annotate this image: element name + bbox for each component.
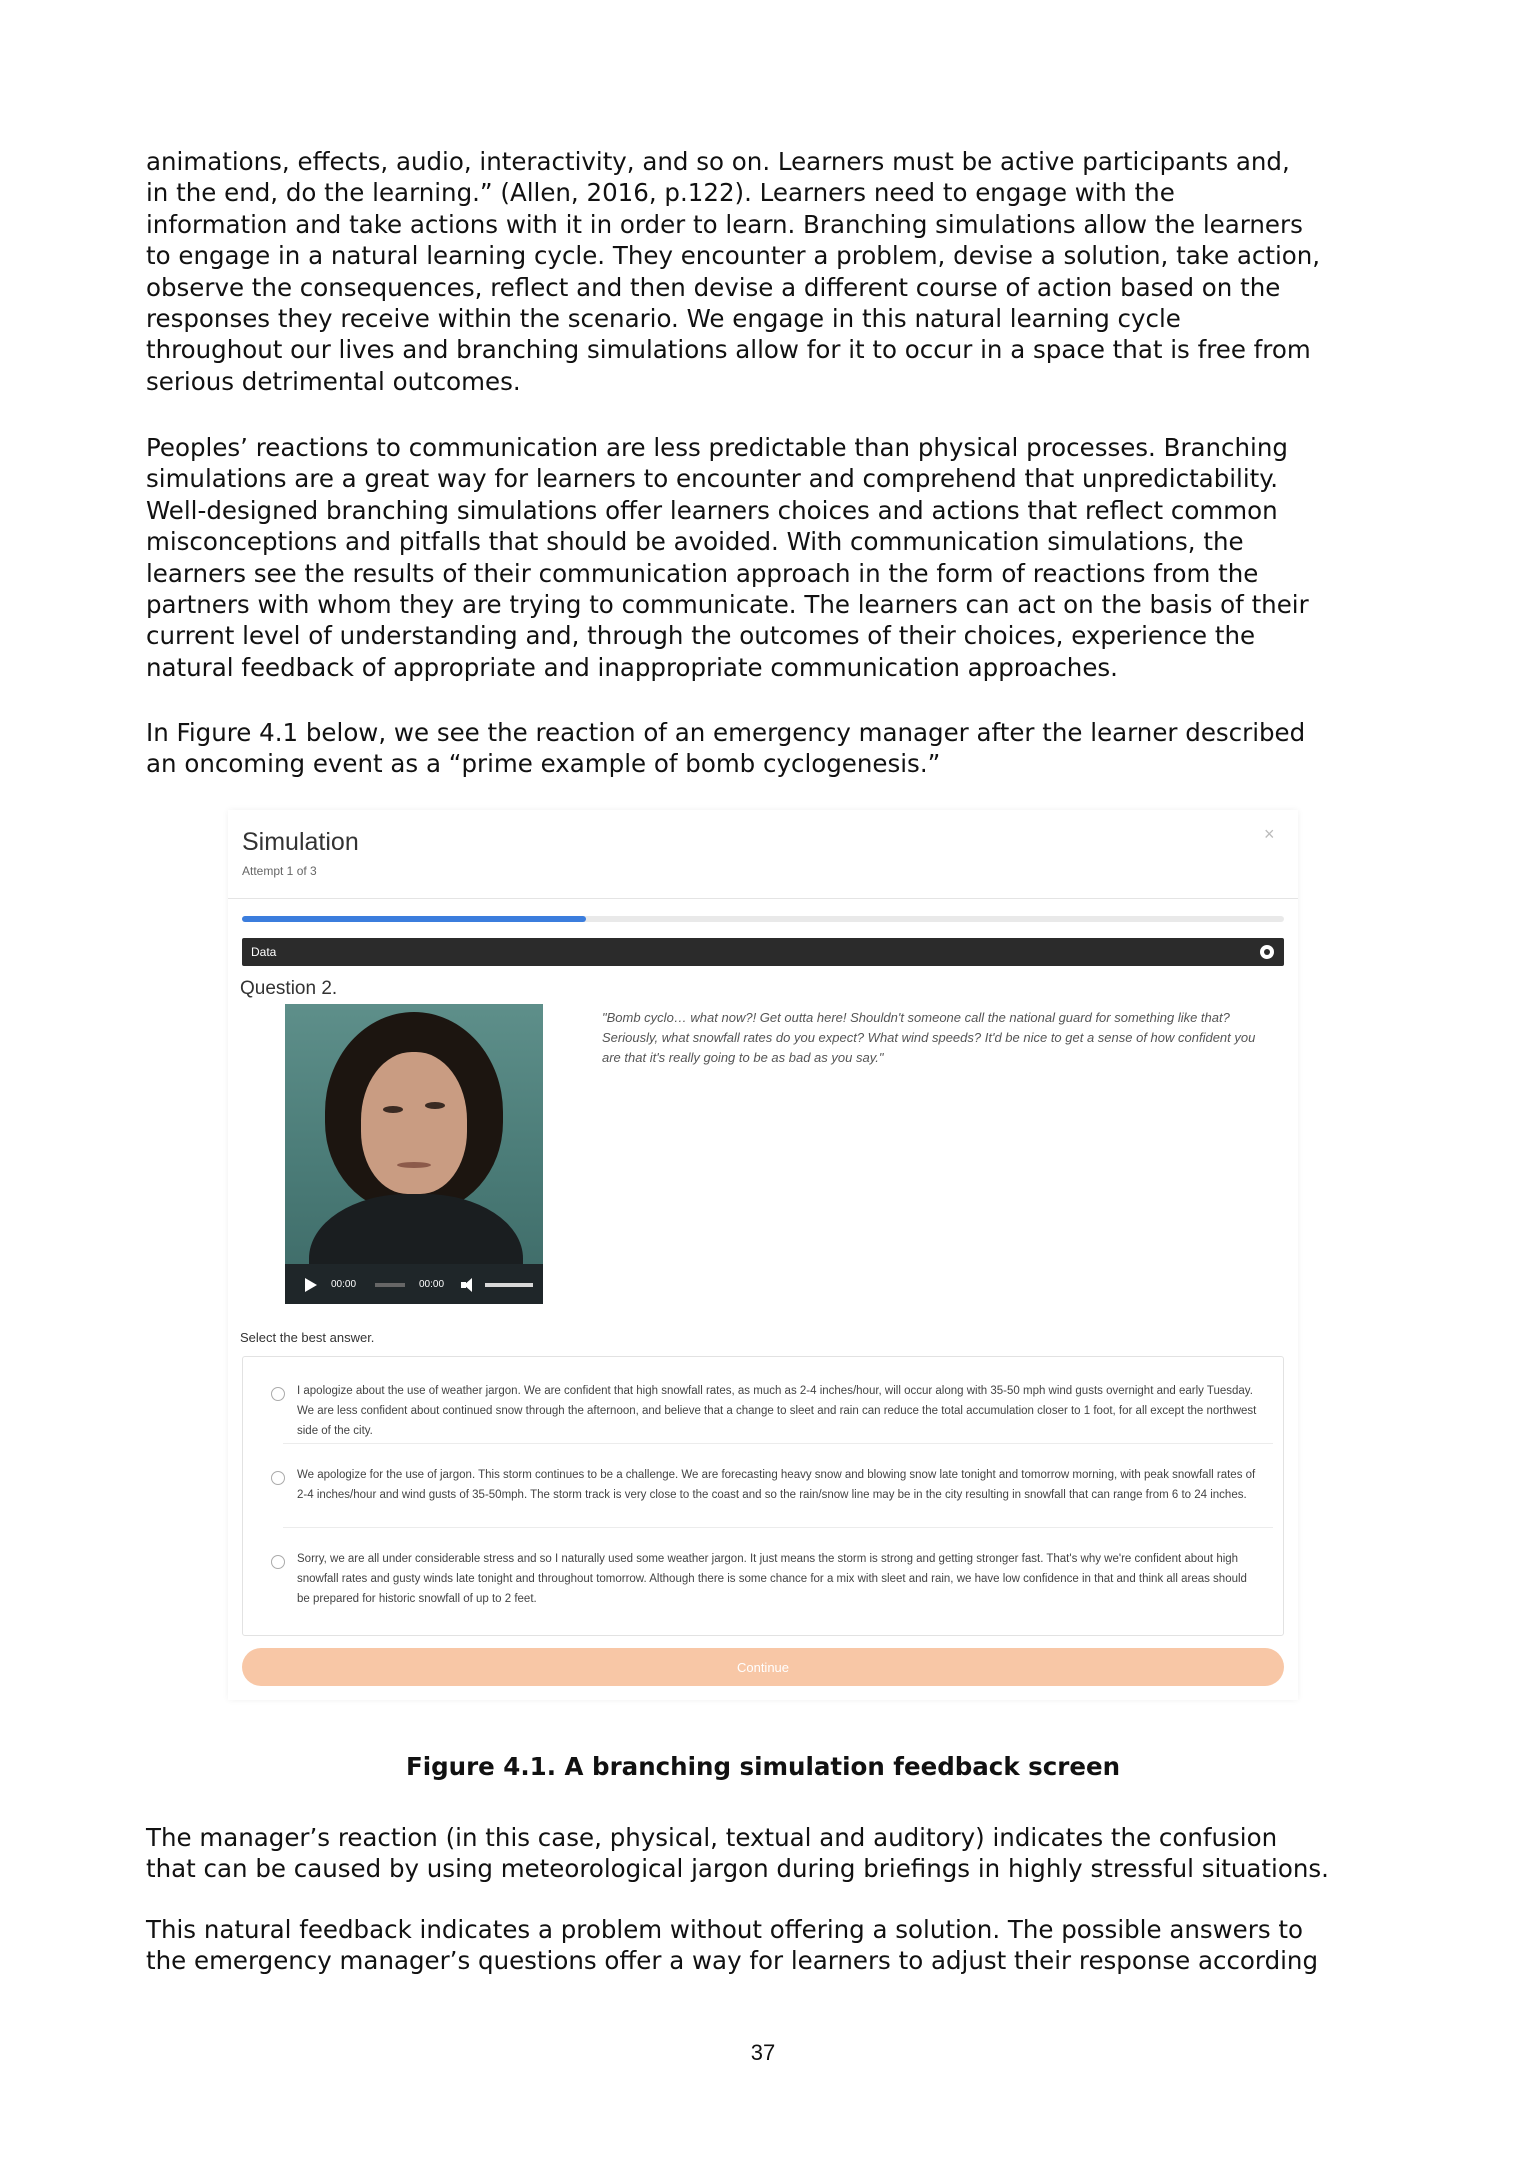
answer-option-text: We apologize for the use of jargon. This storm continues to be a challenge. We are forecasting heavy snow and blowing snow late tonight and tomorrow morning, with peak snowfall rates of 2-4 inches/hour and wind gusts of 35-50mph. The storm track is very close to the coast and so the rain/snow line may be in the city resulting in snowfall that can range from 6 to 24 inches. xyxy=(297,1469,1256,1501)
figure-caption: Figure 4.1. A branching simulation feedback screen xyxy=(405,1752,1121,1781)
body-paragraph-3: In Figure 4.1 below, we see the reaction of an emergency manager after the learner described an oncoming event as a “prime example of bomb cyclogenesis.” xyxy=(146,718,1306,779)
simulation-title: Simulation xyxy=(242,828,359,856)
body-paragraph-1: animations, effects, audio, interactivity, and so on. Learners must be active participants and, in the end, do the learning.” (Allen, 2016, p.122). Learners need to engage with the information and take actions with it in order to learn. Branching simulations allow the learners to engage in a natural learning cycle. They encounter a problem, devise a solution, take action, observe the consequences, reflect and then devise a different course of action based on the responses they receive within the scenario. We engage in this natural learning cycle throughout our lives and branching simulations allow for it to occur in a space that is free from serious detrimental outcomes. xyxy=(146,147,1321,396)
question-title: Question 2. xyxy=(240,978,338,999)
radio-button-icon[interactable] xyxy=(271,1555,285,1569)
progress-bar-fill xyxy=(242,916,586,922)
video-controls xyxy=(285,1264,543,1304)
play-icon[interactable] xyxy=(305,1278,317,1292)
simulation-screenshot xyxy=(228,810,1298,1700)
radio-button-icon[interactable] xyxy=(271,1387,285,1401)
character-eye-left xyxy=(383,1106,403,1113)
continue-button[interactable]: Continue xyxy=(242,1648,1284,1686)
volume-icon[interactable] xyxy=(461,1278,477,1292)
answer-option-text: I apologize about the use of weather jargon. We are confident that high snowfall rates, as much as 2-4 inches/hour, will occur along with 35-50 mph wind gusts overnight and early Tuesday. We are less confident about continued snow through the afternoon, and believe that a change to sleet and rain can reduce the total accumulation closer to 1 foot, for all except the northwest side of the city. xyxy=(297,1385,1257,1437)
video-player[interactable] xyxy=(285,1004,543,1304)
body-paragraph-4: The manager’s reaction (in this case, physical, textual and auditory) indicates the confusion that can be caused by using meteorological jargon during briefings in highly stressful situations. xyxy=(146,1823,1329,1884)
answer-options xyxy=(242,1356,1284,1636)
body-paragraph-2: Peoples’ reactions to communication are less predictable than physical processes. Branching simulations are a great way for learners to encounter and comprehend that unpredictability. Well-designed branching simulations offer learners choices and actions that reflect common misconceptions and pitfalls that should be avoided. With communication simulations, the learners see the results of their communication approach in the form of reactions from the partners with whom they are trying to communicate. The learners can act on the basis of their current level of understanding and, through the outcomes of their choices, experience the natural feedback of appropriate and inappropriate communication approaches. xyxy=(146,433,1309,682)
answer-divider xyxy=(283,1443,1273,1444)
close-icon[interactable]: × xyxy=(1264,824,1275,844)
volume-slider[interactable] xyxy=(485,1283,533,1287)
body-paragraph-5: This natural feedback indicates a problem without offering a solution. The possible answers to the emergency manager’s questions offer a way for learners to adjust their response according xyxy=(146,1915,1319,1976)
current-time: 00:00 xyxy=(331,1279,357,1290)
expand-circle-icon[interactable] xyxy=(1260,945,1274,959)
seek-bar[interactable] xyxy=(375,1283,405,1287)
character-eye-right xyxy=(425,1102,445,1109)
answer-divider xyxy=(283,1527,1273,1528)
duration-time: 00:00 xyxy=(419,1279,445,1290)
progress-bar xyxy=(242,916,1284,922)
data-panel-label: Data xyxy=(251,945,277,959)
select-answer-label: Select the best answer. xyxy=(240,1330,375,1345)
radio-button-icon[interactable] xyxy=(271,1471,285,1485)
header-divider xyxy=(228,898,1298,899)
data-panel-toggle[interactable] xyxy=(242,938,1284,966)
answer-option-text: Sorry, we are all under considerable stress and so I naturally used some weather jargon. It just means the storm is strong and getting stronger fast. That's why we're confident about high snowfall rates and gusty winds late tonight and throughout tomorrow. Although there is some chance for a mix with sleet and rain, we have low confidence in that and think all areas should be prepared for historic snowfall of up to 2 feet. xyxy=(297,1553,1247,1605)
character-face xyxy=(361,1052,467,1194)
attempt-counter: Attempt 1 of 3 xyxy=(242,864,317,878)
character-mouth xyxy=(397,1162,431,1168)
character-quote: "Bomb cyclo… what now?! Get outta here! Shouldn't someone call the national guard for something like that? Seriously, what snowfall rates do you expect? What wind speeds? It'd be nice to get a sense of how confident you are that it's really going to be as bad as you say." xyxy=(602,1010,1256,1065)
page-number: 37 xyxy=(750,2040,776,2065)
